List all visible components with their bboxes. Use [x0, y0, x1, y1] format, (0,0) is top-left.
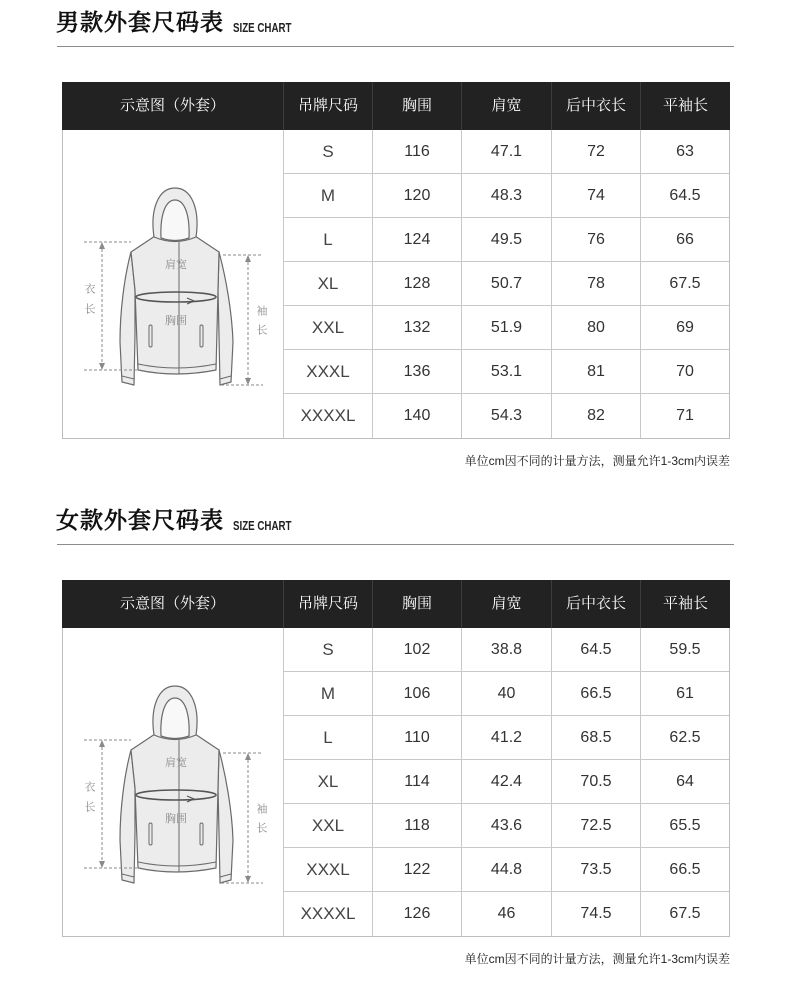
header-back-length: 后中衣长 — [552, 580, 641, 628]
header-tag-size: 吊牌尺码 — [284, 82, 373, 130]
table-body — [62, 628, 730, 937]
size-cell: XXL — [284, 306, 373, 349]
size-cell: S — [284, 130, 373, 173]
back-length-cell: 64.5 — [552, 628, 641, 671]
mens-size-chart — [0, 0, 790, 480]
table-row — [284, 262, 729, 306]
chest-cell: 114 — [373, 760, 462, 803]
jacket-right-sleeve — [218, 252, 233, 385]
size-table — [62, 82, 730, 439]
table-row — [284, 848, 729, 892]
jacket-cuff-seams — [122, 874, 231, 877]
chest-cell: 116 — [373, 130, 462, 173]
sleeve-length-cell: 65.5 — [669, 817, 701, 834]
sleeve-length-label: 袖长 — [255, 305, 267, 343]
size-cell: S — [284, 628, 373, 671]
shoulder-width-cell: 48.3 — [462, 174, 552, 217]
size-cell: XXL — [284, 804, 373, 847]
section-subtitle: SIZE CHART — [233, 21, 292, 35]
header-shoulder-width: 肩宽 — [462, 82, 552, 130]
table-row — [284, 716, 729, 760]
back-length-cell: 74 — [552, 174, 641, 217]
shoulder-width-cell: 54.3 — [462, 394, 552, 438]
back-length-cell: 68.5 — [552, 716, 641, 759]
size-cell: XXXL — [284, 350, 373, 393]
diagram-cell — [63, 628, 284, 936]
size-table — [62, 580, 730, 937]
size-cell: M — [284, 174, 373, 217]
shoulder-width-cell: 43.6 — [462, 804, 552, 847]
table-header — [62, 82, 730, 130]
chest-cell: 126 — [373, 892, 462, 936]
chest-cell: 118 — [373, 804, 462, 847]
size-cell: L — [284, 716, 373, 759]
sleeve-length-cell: 69 — [676, 319, 694, 336]
shoulder-width-cell: 49.5 — [462, 218, 552, 261]
header-chest: 胸围 — [373, 580, 462, 628]
shoulder-width-cell: 46 — [462, 892, 552, 936]
sleeve-length-cell: 67.5 — [669, 275, 701, 292]
header-shoulder-width: 肩宽 — [462, 580, 552, 628]
measurement-note: 单位cm因不同的计量方法，测量允许1-3cm内误差 — [464, 952, 730, 966]
title-divider — [57, 544, 734, 545]
table-row — [284, 218, 729, 262]
shoulder-width-cell: 50.7 — [462, 262, 552, 305]
size-rows — [284, 130, 729, 438]
back-length-cell: 74.5 — [552, 892, 641, 936]
sleeve-length-cell: 59.5 — [669, 641, 701, 658]
jacket-body — [131, 734, 219, 872]
back-length-cell: 72.5 — [552, 804, 641, 847]
sleeve-length-cell: 61 — [676, 685, 694, 702]
chest-cell: 106 — [373, 672, 462, 715]
size-cell: XXXL — [284, 848, 373, 891]
jacket-diagram — [63, 628, 284, 936]
sleeve-length-cell: 64 — [676, 773, 694, 790]
sleeve-length-cell: 67.5 — [669, 905, 701, 922]
back-length-cell: 66.5 — [552, 672, 641, 715]
shoulder-width-cell: 38.8 — [462, 628, 552, 671]
table-row — [284, 672, 729, 716]
sleeve-length-cell: 66 — [676, 231, 694, 248]
jacket-body — [131, 236, 219, 374]
chest-cell: 120 — [373, 174, 462, 217]
shoulder-width-cell: 40 — [462, 672, 552, 715]
size-cell: XXXXL — [284, 892, 373, 936]
back-length-cell: 70.5 — [552, 760, 641, 803]
header-diagram: 示意图（外套） — [62, 82, 284, 130]
sleeve-length-cell: 70 — [676, 363, 694, 380]
sleeve-length-cell: 62.5 — [669, 729, 701, 746]
header-sleeve-length: 平袖长 — [662, 595, 708, 612]
shoulder-width-cell: 51.9 — [462, 306, 552, 349]
table-row — [284, 628, 729, 672]
size-rows — [284, 628, 729, 936]
title-divider — [57, 46, 734, 47]
table-row — [284, 174, 729, 218]
table-header — [62, 580, 730, 628]
header-sleeve-length: 平袖长 — [662, 97, 708, 114]
size-cell: XL — [284, 760, 373, 803]
chest-cell: 110 — [373, 716, 462, 759]
header-chest: 胸围 — [373, 82, 462, 130]
table-row — [284, 804, 729, 848]
table-row — [284, 306, 729, 350]
shoulder-width-cell: 47.1 — [462, 130, 552, 173]
table-row — [284, 350, 729, 394]
sleeve-length-cell: 63 — [676, 143, 694, 160]
back-length-cell: 81 — [552, 350, 641, 393]
shoulder-width-label: 肩宽 — [165, 259, 187, 271]
size-cell: L — [284, 218, 373, 261]
section-subtitle: SIZE CHART — [233, 519, 292, 533]
size-cell: XL — [284, 262, 373, 305]
section-title: 女款外套尺码表 — [56, 507, 224, 533]
chest-label: 胸围 — [165, 813, 187, 825]
womens-size-chart — [0, 498, 790, 978]
header-diagram: 示意图（外套） — [62, 580, 284, 628]
chest-cell: 122 — [373, 848, 462, 891]
shoulder-width-cell: 53.1 — [462, 350, 552, 393]
back-length-cell: 78 — [552, 262, 641, 305]
shoulder-width-cell: 41.2 — [462, 716, 552, 759]
table-row — [284, 892, 729, 936]
diagram-cell — [63, 130, 284, 438]
measurement-note: 单位cm因不同的计量方法，测量允许1-3cm内误差 — [464, 454, 730, 468]
table-body — [62, 130, 730, 439]
back-length-cell: 72 — [552, 130, 641, 173]
sleeve-length-cell: 66.5 — [669, 861, 701, 878]
chest-cell: 136 — [373, 350, 462, 393]
shoulder-width-label: 肩宽 — [165, 757, 187, 769]
table-row — [284, 130, 729, 174]
length-label: 衣长 — [83, 283, 95, 323]
table-row — [284, 394, 729, 438]
chest-cell: 102 — [373, 628, 462, 671]
section-title: 男款外套尺码表 — [56, 9, 224, 35]
jacket-cuff-seams — [122, 376, 231, 379]
length-label: 衣长 — [83, 781, 95, 821]
size-cell: XXXXL — [284, 394, 373, 438]
table-row — [284, 760, 729, 804]
header-back-length: 后中衣长 — [552, 82, 641, 130]
back-length-cell: 80 — [552, 306, 641, 349]
size-cell: M — [284, 672, 373, 715]
sleeve-length-label: 袖长 — [255, 803, 267, 841]
chest-cell: 124 — [373, 218, 462, 261]
jacket-right-sleeve — [218, 750, 233, 883]
chest-cell: 132 — [373, 306, 462, 349]
chest-cell: 128 — [373, 262, 462, 305]
back-length-cell: 73.5 — [552, 848, 641, 891]
chest-cell: 140 — [373, 394, 462, 438]
shoulder-width-cell: 42.4 — [462, 760, 552, 803]
chest-label: 胸围 — [165, 315, 187, 327]
jacket-diagram — [63, 130, 284, 438]
sleeve-length-cell: 64.5 — [669, 187, 701, 204]
shoulder-width-cell: 44.8 — [462, 848, 552, 891]
back-length-cell: 82 — [552, 394, 641, 438]
header-tag-size: 吊牌尺码 — [284, 580, 373, 628]
back-length-cell: 76 — [552, 218, 641, 261]
sleeve-length-cell: 71 — [676, 407, 694, 424]
